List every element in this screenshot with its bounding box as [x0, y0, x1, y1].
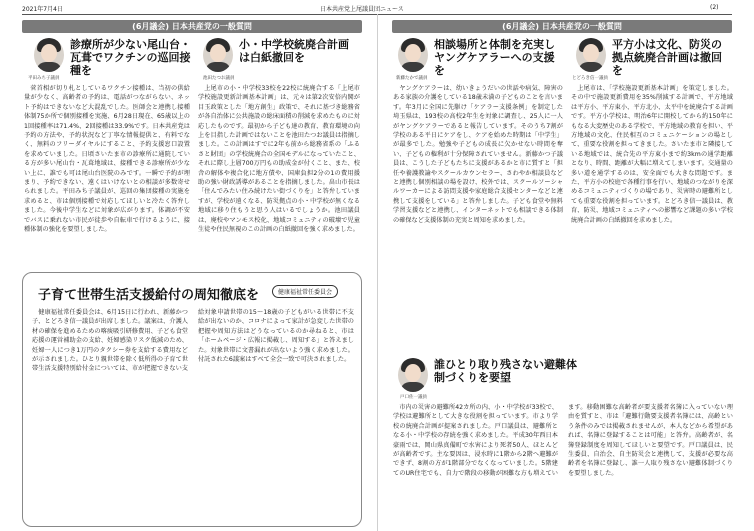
article-body: 上尾市は、「学校施設更新基本計画」を策定しました。その中で施設更新費用を35%削減する計画で、平方地域は平方小、平方東小、平方北小、太平中を統廃合する計画です。平方小学校は、明治6年に開校してから約150年にもなる大変歴史のある学校で、平方地域の教育を担い、平方地域の文化、住民相互のコミュニケーションの場として、重要な役割を担ってきました。さいたま市と隣接している地域では、統合先の平方東小まで約3kmの通学距離となり、時間、距離が大幅に増えてしまいます。交通量の多い道を通学するのは、安全面でも大きな問題です。また、平方小の校庭で各種行事を行い、地域のつながりを深めるコミュニティづくりの場であり、災害時の避難所としても重要な役割を担っています。とどろき信一議員は、教育、防災、地域コミュニティへの影響など課題の多い学校統廃合計画の白紙撤回を求めました。 — [571, 85, 733, 224]
article-4-head — [576, 38, 730, 77]
committee-tag: 健康福祉常任委員会 — [272, 285, 338, 298]
section-banner-right: (6月議会) 日本共産党の一般質問 — [392, 20, 732, 33]
article-2-head — [203, 38, 357, 72]
councillor-photo — [203, 38, 233, 72]
center-fold — [377, 14, 378, 531]
photo-caption: とどろき信一議員 — [572, 76, 608, 81]
article-headline: 平方小は文化、防災の拠点統廃合計画は撤回を — [612, 38, 722, 77]
committee-headline: 子育て世帯生活支援給付の周知徹底を — [38, 288, 260, 303]
article-body: 上尾市の小・中学校33校を22校に統廃合する「上尾市学校施設更新計画基本計画」は、元々は第2次安倍内閣が目玉政策とした「地方創生」政策で、それに基づき総務省が各自治体に公共施設の総床面積の削減を求めたものに対応したものです。最初から子ども達の教育、教育環境の向上を目指した計画ではないことを池田たつお議員は指摘しました。この計画はすでに2年も前から総務省系の「ふるさと財団」の学校統廃合の全国モデルになっていたこと、それに際し上層700万円もの助成金が付くこと、また、校舎の解体や複合化に地方債や、国庫負担2分の1の費用援助の強い財政誘導があることを指摘しました。畠山市長は「住んでみたい住み続けたい街づくりを」と答弁していますが、学校が遠くなる、防災拠点の小・中学校が無くなる地域に移り住もうと思う人はいるでしょうか。池田議員は、廃校やマンモス校化、地域コミュニティの破壊で児童生徒や住民無視のこの計画の白紙撤回を強く求めました。 — [198, 85, 360, 234]
article-headline: 診療所が少ない尾山台・瓦葺でワクチンの巡回接種を — [70, 38, 191, 77]
article-headline: 相談場所と体制を充実しヤングケアラーへの支援を — [434, 38, 555, 77]
article-3-head — [398, 38, 556, 77]
newsletter-title: 日本共産党上尾議員団ニュース — [320, 6, 404, 13]
photo-caption: 戸口佐一議員 — [400, 395, 427, 400]
article-headline: 小・中学校統廃合計画は白紙撤回を — [239, 38, 349, 64]
councillor-photo — [398, 358, 428, 392]
article-5-head — [398, 358, 584, 392]
councillor-photo — [398, 38, 428, 72]
article-1-head — [34, 38, 200, 77]
issue-date: 2021年7月4日 — [22, 6, 63, 13]
article-headline: 誰ひとり取り残さない避難体制づくりを要望 — [434, 358, 577, 384]
photo-caption: 新藤たかで議員 — [396, 76, 428, 81]
photo-caption: 池田たつお議員 — [203, 76, 235, 81]
councillor-photo — [576, 38, 606, 72]
committee-body: 健康福祉常任委員会は、6月15日に行われ、新藤かつ子、とどろき信一議員が出席しました。議案は、介護人材の確保を進めるための喀痰吸引研修費用、子ども食堂応援の運営補助金の支給、妊婦感染リスク低減のため、妊婦一人につき1万円のタクシー券を支給する費用などが示されました。ひとり親世帯を除く低所得の子育て世帯生活支援特別給付金については、市が把握できない支給対象申請世帯の15～18歳の子どもがいる世帯に不支給が出ないのか、コロナによって家計が急変した世帯の把握や周知方法はどうなっているのか尋ねると、市は「ホームページ・広報に掲載し、周知する」と答えました。対象世帯に文書漏れが出ないよう強く求めました。付託された6議案はすべて全会一致で可決されました。 — [32, 309, 354, 373]
councillor-photo — [34, 38, 64, 72]
article-body: 市内の災害の避難所42カ所の内、小・中学校が33校で、学校は避難所として大きな役割を担っています。市より学校の統廃合計画が提案されました。戸口議員は、避難所となる小・中学校の存続を強く求めました。平成30年西日本豪雨では、岡山県真備町で水害により死者50人、ほとんどが高齢者です。主な要因は、浸水時に1階から2階へ避難ができず、8割の方が1階部分でなくなっていました。5階建てのUR住宅でも、自力で階段の移動が困難な方も増えています。移動困難な高齢者が要支援者名簿に入っていない理由を質すと、市は「避難行動要支援者名簿には、高齢という条件のみでは掲載されませんが、本人などから希望があれば、名簿に登録することは可能」と答弁。高齢者が、名簿登録制度を周知してほしいと要望です。戸口議員は、民生委員、自治会、自主防災会と連携して、支援が必要な高齢者を名簿に登録し、誰一人取り残さない避難体制づくりを要望しました。 — [393, 404, 733, 477]
page-number: (2) — [710, 4, 719, 11]
page-header — [0, 0, 754, 14]
photo-caption: 平田みち子議員 — [28, 76, 60, 81]
article-body: ヤングケアラーは、幼いきょうだいの世話や病気、障害のある家族の介護をしている18歳未満の子どものことを言います。年3月に全国に先駆け「ケアラー支援条例」を制定した埼玉県は、193校の高校2年生を対象に調査し、25人に一人がヤングケアラーであると報告しています。そのうち7割が学校のある平日にケアをし、ケアを始めた時期は「中学生」が最多でした。勉強や子どもの成長に欠かせない時間を奪い、子どもの権利が十分保障されていません。新藤かつ子議員は、こうした子どもたちに支援があるかと市に質すと「担任や養護教諭やスクールカウンセラー、さわやか相談員などと連携し個別相談の場を設け、校外では、スクールソーシャルワーカーによる訪問支援や家庭総合支援センターなどと連携して支援をしている」と答弁しました。子ども食堂や無料学習支援などと連携し、インターネットでも相談できる体制の確保など支援体制の充実と周知を求めました。 — [393, 85, 563, 224]
section-banner-left: (6月議会) 日本共産党の一般質問 — [22, 20, 362, 33]
article-body: 菅首相が切り札としているワクチン接種は、当初の供給量が少なく、高齢者の予約は、電話がつながらない、ネット予約はできないなど大混乱でした。医師会と連携し接種体制75か所で個別接種を実施、6月28日現在、65歳以上の1回接種率は71.4%、2回接種は33.9%です。日本共産党は予約の方法や、予約状況など丁寧な情報提供と、有料でなく、無料のフリーダイヤルにすること、予約支援窓口設置を求めていました。日頃さいたま市の診療所に通院している方が多い尾山台・瓦葺地域は、接種できる診療所が少ない上に、誰でも可は尾山台医院のみです。一瞬で予約が埋まり、予約できない、遠くはいけないとの相談が多数寄せられました。平田みち子議員が、巡回の集団接種の実施を求めると、市は個別接種で対応してほしいと冷たく答弁しました。今後中学生などに対象が広がります。体調が不安でバスに乗れない市民が徒歩や自転車で行けるように、接種体制の強化を要望しました。 — [24, 85, 190, 234]
